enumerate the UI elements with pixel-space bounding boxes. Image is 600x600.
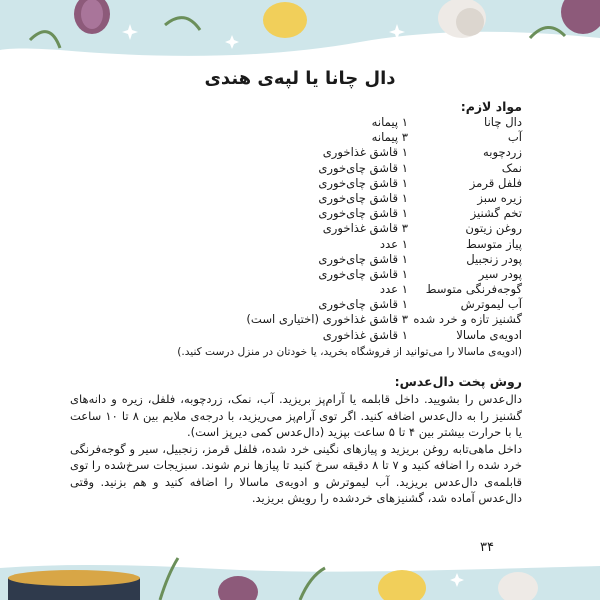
ingredient-row — [0, 297, 600, 312]
ingredient-row — [0, 145, 600, 160]
ingredient-quantity: ۱ پیمانه — [371, 115, 408, 129]
ingredient-row — [0, 312, 600, 327]
recipe-title: دال چانا یا لپه‌ی هندی — [204, 68, 396, 89]
ingredient-name: زیره سبز — [477, 190, 522, 205]
ingredient-quantity: ۱ قاشق چای‌خوری — [318, 190, 408, 205]
ingredient-quantity: ۱ عدد — [379, 236, 408, 251]
ingredient-quantity: ۱ قاشق چای‌خوری — [318, 266, 408, 281]
ingredient-quantity: ۱ قاشق غذاخوری — [322, 327, 408, 342]
ingredient-quantity: ۱ قاشق چای‌خوری — [318, 206, 408, 221]
ingredients-heading: مواد لازم: — [460, 99, 522, 114]
ingredient-name: فلفل قرمز — [469, 175, 522, 190]
ingredient-quantity: ۱ عدد — [379, 282, 408, 297]
ingredient-quantity: ۱ قاشق غذاخوری — [322, 145, 408, 160]
ingredient-row — [0, 130, 600, 145]
ingredient-name: پیاز متوسط — [466, 236, 522, 251]
ingredient-name: آب — [507, 130, 522, 145]
ingredient-row — [0, 115, 600, 130]
ingredient-row — [0, 252, 600, 267]
page-number: ۳۴ — [480, 540, 494, 555]
ingredient-name: گوجه‌فرنگی متوسط — [425, 282, 522, 297]
ingredient-quantity: ۳ قاشق غذاخوری (اختیاری است) — [246, 312, 408, 327]
ingredients-note: (ادویه‌ی ماسالا را می‌توانید از فروشگاه بخرید، یا خودتان در منزل درست کنید.) — [177, 346, 522, 358]
ingredient-quantity: ۳ پیمانه — [371, 130, 408, 145]
ingredient-name: دال چانا — [484, 115, 522, 129]
pot-illustration — [8, 570, 140, 600]
ingredient-row — [0, 221, 600, 236]
ingredient-name: زردچوبه — [483, 145, 522, 160]
ingredient-name: گشنیز تازه و خرد شده — [413, 312, 522, 327]
ingredient-row — [0, 206, 600, 221]
ingredient-name: پودر سیر — [478, 266, 522, 281]
ingredient-quantity: ۱ قاشق چای‌خوری — [318, 297, 408, 312]
ingredient-name: آب لیموترش — [460, 297, 522, 312]
ingredient-name: تخم گشنیز — [470, 206, 522, 221]
ingredient-row — [0, 161, 600, 176]
ingredients-list — [0, 115, 600, 343]
ingredient-row — [0, 328, 600, 343]
ingredient-quantity: ۱ قاشق چای‌خوری — [318, 251, 408, 266]
ingredient-quantity: ۱ قاشق چای‌خوری — [318, 175, 408, 190]
ingredient-row — [0, 282, 600, 297]
method-paragraph: داخل ماهی‌تابه روغن بریزید و پیازهای نگینی خرد شده، فلفل قرمز، زنجبیل، سیر و گوجه‌فرنگی خرد شده را اضافه کنید و ۷ تا ۸ دقیقه سرخ کنید تا پیازها نرم شوند. سبزیجات سرخ‌شده را توی قابلمه‌ی دال‌عدس بریزید. آب لیموترش و ادویه‌ی ماسالا را اضافه کنید و هم بزنید. وقتی دال‌عدس آماده شد، گشنیزهای خردشده را رویش بریزید. — [70, 441, 522, 505]
ingredient-quantity: ۳ قاشق غذاخوری — [322, 221, 408, 236]
method-text — [70, 391, 522, 507]
method-heading: روش پخت دال‌عدس: — [394, 374, 522, 389]
ingredient-row — [0, 237, 600, 252]
ingredient-name: نمک — [501, 160, 522, 175]
ingredient-name: ادویه‌ی ماسالا — [456, 327, 522, 342]
method-paragraph: دال‌عدس را بشویید. داخل قابلمه یا آرام‌پز بریزید. آب، نمک، زردچوبه، فلفل، زیره و دانه‌های گشنیز را به دال‌عدس اضافه کنید. اگر توی آرام‌پز می‌ریزید، با درجه‌ی ملایم بین ۸ تا ۱۰ ساعت یا با حرارت بیشتر بین ۴ تا ۵ ساعت بپزید (دال‌عدس کمی دیرپز است). — [70, 392, 523, 439]
ingredient-row — [0, 267, 600, 282]
ingredient-quantity: ۱ قاشق چای‌خوری — [318, 160, 408, 175]
ingredient-name: روغن زیتون — [465, 221, 522, 236]
ingredient-row — [0, 191, 600, 206]
ingredient-name: پودر زنجبیل — [466, 251, 522, 266]
bottom-decorative-band — [0, 548, 600, 600]
ingredient-row — [0, 176, 600, 191]
